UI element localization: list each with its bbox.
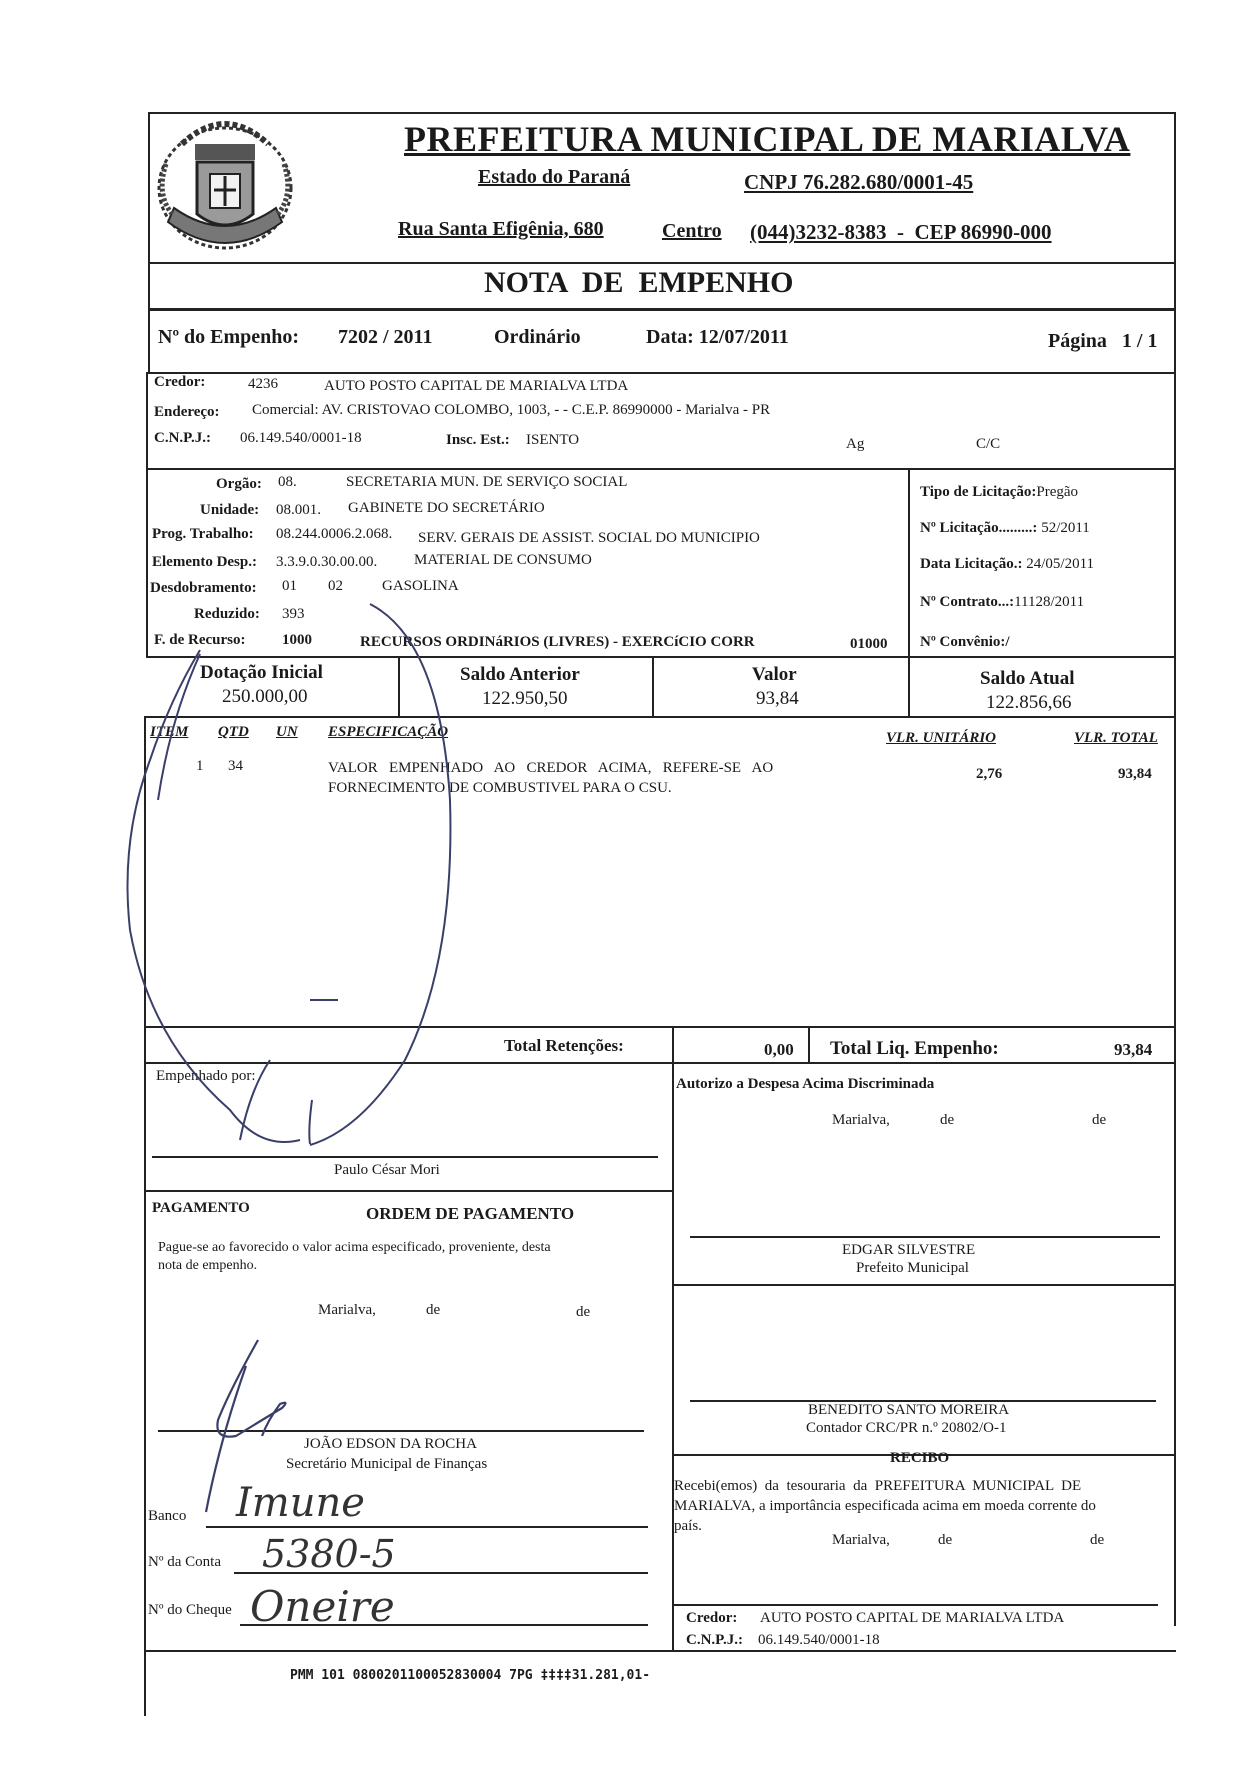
ag-label: Ag (846, 436, 865, 452)
desdob-label: Desdobramento: (150, 580, 257, 596)
orgao-label: Orgão: (216, 476, 262, 492)
recibo-credor-label: Credor: (686, 1610, 738, 1626)
col-qtd-header: QTD (218, 724, 249, 740)
prefeito-name: EDGAR SILVESTRE (842, 1242, 976, 1258)
licitacao-num-value: 52/2011 (1041, 520, 1090, 536)
licitacao-data (920, 556, 1094, 573)
unidade-name: GABINETE DO SECRETÁRIO (348, 500, 545, 516)
licitacao-contrato-value: 11128/2011 (1014, 594, 1085, 610)
header-state: Estado do Paraná (478, 166, 631, 188)
credor-name: AUTO POSTO CAPITAL DE MARIALVA LTDA (324, 378, 629, 394)
fonte-name: RECURSOS ORDINáRIOS (LIVRES) - EXERCíCIO CORR (360, 634, 755, 650)
autorizo-de2: de (1092, 1112, 1107, 1128)
licitacao-convenio: Nº Convênio:/ (920, 634, 1010, 650)
elemento-code: 3.3.9.0.30.00.00. (276, 554, 378, 570)
header-address: Rua Santa Efigênia, 680 (398, 218, 604, 240)
liq-label: Total Liq. Empenho: (830, 1038, 999, 1059)
ordem-pagamento-label: ORDEM DE PAGAMENTO (366, 1204, 575, 1223)
licitacao-contrato (920, 594, 1084, 611)
licitacao-data-label: Data Licitação.: (920, 556, 1023, 572)
elemento-name: MATERIAL DE CONSUMO (414, 552, 592, 568)
recibo-title: RECIBO (890, 1450, 950, 1466)
recibo-de2: de (1090, 1532, 1105, 1548)
row-espec-line2: FORNECIMENTO DE COMBUSTIVEL PARA O CSU. (328, 780, 672, 796)
recibo-line3: país. (674, 1518, 702, 1534)
page-number: Página 1 / 1 (1048, 330, 1158, 352)
banco-handwritten: Imune (236, 1480, 365, 1526)
prog-name: SERV. GERAIS DE ASSIST. SOCIAL DO MUNICIPIO (418, 530, 760, 546)
licitacao-tipo (920, 484, 1078, 501)
saldo-anterior-label: Saldo Anterior (460, 664, 580, 685)
elemento-label: Elemento Desp.: (152, 554, 257, 570)
footer-code: PMM 101 0800201100052830004 7PG ‡‡‡‡31.281,01- (290, 1668, 651, 1683)
prog-label: Prog. Trabalho: (152, 526, 254, 542)
col-vlr-total-header: VLR. TOTAL (1074, 730, 1158, 746)
insc-label: Insc. Est.: (446, 432, 510, 448)
desdob-name: GASOLINA (382, 578, 459, 594)
empenho-number: 7202 / 2011 (338, 326, 433, 348)
cheque-handwritten: Oneire (250, 1582, 395, 1631)
liq-value: 93,84 (1114, 1040, 1153, 1059)
empenhado-label: Empenhado por: (156, 1068, 256, 1084)
row-vlr-unit: 2,76 (976, 766, 1003, 782)
pagamento-text2: nota de empenho. (158, 1258, 258, 1273)
licitacao-contrato-label: Nº Contrato...: (920, 594, 1015, 610)
doc-title: NOTA DE EMPENHO (484, 266, 794, 299)
conta-label: Nº da Conta (148, 1554, 221, 1570)
licitacao-num-label: Nº Licitação.........: (920, 520, 1038, 536)
insc-value: ISENTO (526, 432, 580, 448)
saldo-atual-value: 122.856,66 (986, 692, 1072, 713)
col-vlr-unit-header: VLR. UNITÁRIO (886, 730, 997, 746)
endereco-value: Comercial: AV. CRISTOVAO COLOMBO, 1003, - - C.E.P. 86990000 - Marialva - PR (252, 402, 771, 418)
coat-of-arms-logo (152, 104, 298, 256)
autorizo-de1: de (940, 1112, 955, 1128)
licitacao-tipo-label: Tipo de Licitação: (920, 484, 1037, 500)
pagamento-de2: de (576, 1304, 591, 1320)
valor-value: 93,84 (756, 688, 799, 709)
recibo-cnpj-label: C.N.P.J.: (686, 1632, 743, 1648)
prog-code: 08.244.0006.2.068. (276, 526, 393, 542)
col-un-header: UN (276, 724, 298, 740)
cnpj-label: C.N.P.J.: (154, 430, 211, 446)
recibo-line2: MARIALVA, a importância especificada acima em moeda corrente do (674, 1498, 1096, 1514)
autorizo-city: Marialva, (832, 1112, 890, 1128)
joao-title: Secretário Municipal de Finanças (286, 1456, 488, 1472)
joao-name: JOÃO EDSON DA ROCHA (304, 1436, 477, 1452)
header-phone-cep: (044)3232-8383 - CEP 86990-000 (750, 220, 1052, 244)
header-district: Centro (662, 220, 722, 242)
row-item: 1 (196, 758, 204, 774)
fonte-code2: 01000 (850, 636, 888, 652)
dotacao-label: Dotação Inicial (200, 662, 323, 683)
licitacao-num (920, 520, 1090, 537)
fonte-label: F. de Recurso: (154, 632, 246, 648)
pagamento-de1: de (426, 1302, 441, 1318)
contador-title: Contador CRC/PR n.º 20802/O-1 (806, 1420, 1007, 1436)
endereco-label: Endereço: (154, 404, 220, 420)
recibo-credor-value: AUTO POSTO CAPITAL DE MARIALVA LTDA (760, 1610, 1065, 1626)
empenho-type: Ordinário (494, 326, 581, 348)
prefeito-title: Prefeito Municipal (856, 1260, 969, 1276)
contador-name: BENEDITO SANTO MOREIRA (808, 1402, 1010, 1418)
banco-label: Banco (148, 1508, 187, 1524)
saldo-anterior-value: 122.950,50 (482, 688, 568, 709)
saldo-atual-label: Saldo Atual (980, 668, 1075, 689)
retencoes-label: Total Retenções: (504, 1036, 624, 1055)
empenhado-name: Paulo César Mori (334, 1162, 440, 1178)
pagamento-city: Marialva, (318, 1302, 376, 1318)
cnpj-value: 06.149.540/0001-18 (240, 430, 362, 446)
cc-label: C/C (976, 436, 1001, 452)
row-vlr-total: 93,84 (1118, 766, 1152, 782)
col-item-header: ITEM (150, 724, 189, 740)
recibo-line1: Recebi(emos) da tesouraria da PREFEITURA MUNICIPAL DE (674, 1478, 1082, 1494)
valor-label: Valor (752, 664, 797, 685)
row-espec-line1: VALOR EMPENHADO AO CREDOR ACIMA, REFERE-SE AO (328, 760, 774, 776)
orgao-name: SECRETARIA MUN. DE SERVIÇO SOCIAL (346, 474, 628, 490)
row-qtd: 34 (228, 758, 243, 774)
unidade-code: 08.001. (276, 502, 321, 518)
cheque-label: Nº do Cheque (148, 1602, 232, 1618)
pagamento-label: PAGAMENTO (152, 1200, 250, 1216)
autorizo-text: Autorizo a Despesa Acima Discriminada (676, 1076, 935, 1092)
credor-code: 4236 (248, 376, 278, 392)
header-cnpj: CNPJ 76.282.680/0001-45 (744, 170, 974, 194)
conta-handwritten: 5380-5 (262, 1532, 396, 1576)
fonte-code: 1000 (282, 632, 312, 648)
desdob-code1: 01 (282, 578, 297, 594)
recibo-de1: de (938, 1532, 953, 1548)
retencoes-value: 0,00 (764, 1040, 794, 1059)
col-espec-header: ESPECIFICAÇÃO (328, 724, 449, 740)
header-title: PREFEITURA MUNICIPAL DE MARIALVA (404, 119, 1131, 159)
unidade-label: Unidade: (200, 502, 260, 518)
licitacao-tipo-value: Pregão (1036, 484, 1079, 500)
recibo-city: Marialva, (832, 1532, 890, 1548)
empenho-label: Nº do Empenho: (158, 326, 300, 348)
dotacao-value: 250.000,00 (222, 686, 308, 707)
reduzido-value: 393 (282, 606, 305, 622)
orgao-code: 08. (278, 474, 297, 490)
recibo-cnpj-value: 06.149.540/0001-18 (758, 1632, 880, 1648)
licitacao-data-value: 24/05/2011 (1026, 556, 1095, 572)
pagamento-text1: Pague-se ao favorecido o valor acima especificado, proveniente, desta (158, 1240, 551, 1255)
empenho-date: Data: 12/07/2011 (646, 326, 789, 348)
credor-label: Credor: (154, 374, 206, 390)
reduzido-label: Reduzido: (194, 606, 260, 622)
desdob-code2: 02 (328, 578, 343, 594)
